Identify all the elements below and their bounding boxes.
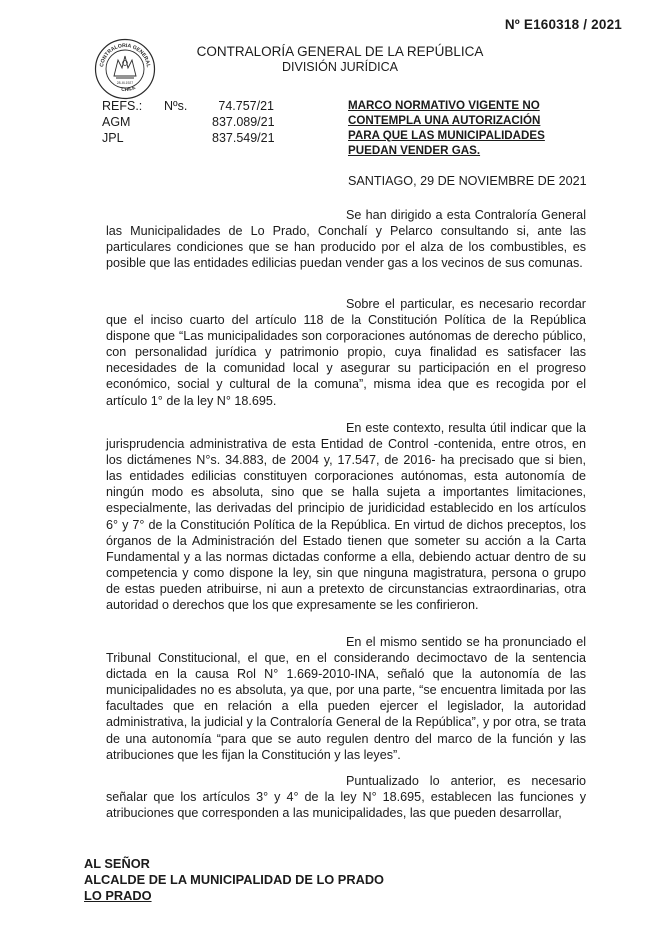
ref-row bbox=[102, 130, 274, 146]
document-number: Nº E160318 / 2021 bbox=[504, 17, 622, 32]
paragraph-text: Se han dirigido a esta Contraloría General las Municipalidades de Lo Prado, Conchalí y Pelarco consultando si, ante las particulares condiciones que se han producido por el alza de los combustibles, es posible que las entidades edilicias puedan vender gas a los vecinos de sus comunas. bbox=[106, 208, 586, 271]
addressee-block bbox=[84, 856, 384, 904]
ref-num-label bbox=[164, 114, 212, 130]
seal-date-text: 28-III-1927 bbox=[116, 81, 134, 85]
subject-line: PUEDAN VENDER GAS. bbox=[348, 144, 481, 157]
addressee-title: ALCALDE DE LA MUNICIPALIDAD DE LO PRADO bbox=[84, 872, 385, 887]
ref-value: 837.549/21 bbox=[212, 131, 275, 145]
seal-ring-text: CONTRALORIA GENERAL bbox=[99, 42, 151, 68]
paragraph-text: Sobre el particular, es necesario recordar que el inciso cuarto del artículo 118 de la Constitución Política de la República dispone que “Las municipalidades son corporaciones autónomas de derecho público, con personalidad jurídica y patrimonio propio, cuya finalidad es satisfacer las necesidades de la comunidad local y asegurar su participación en el progreso económico, social y cultural de la comuna”, misma idea que es recogida por el artículo 1° de la ley N° 18.695. bbox=[106, 297, 586, 408]
contraloria-seal-icon bbox=[94, 38, 156, 100]
references-block bbox=[102, 98, 274, 146]
subject-line: CONTEMPLA UNA AUTORIZACIÓN bbox=[348, 114, 541, 127]
addressee-city: LO PRADO bbox=[84, 888, 152, 903]
seal-country-text: CHILE bbox=[120, 84, 137, 94]
paragraph-text: En este contexto, resulta útil indicar que la jurisprudencia administrativa de esta Entidad de Control -contenida, entre otros, en los dictámenes N°s. 34.883, de 2004 y, 17.547, de 2016- ha precisado que si bien, las entidades edilicias constituyen corporaciones autónomas, esta autonomía de ningún modo es absoluta, sino que se halla sujeta a importantes limitaciones, especialmente, las derivadas del principio de juridicidad establecido en los artículos 6° y 7° de la Constitución Política de la República. En virtud de dichos preceptos, los órganos de la Administración del Estado tienen que someter su acción a la Carta Fundamental y a las normas dictadas conforme a ella, debiendo actuar dentro de su competencia y como dispone la ley, sin que ninguna magistratura, persona o grupo de estas pueden atribuirse, ni aun a pretexto de circunstancias extraordinarias, otra autoridad o derechos que los que expresamente se les confirieron. bbox=[106, 421, 586, 613]
ref-key: REFS.: bbox=[102, 99, 143, 113]
body-paragraph bbox=[106, 773, 586, 821]
paragraph-text: En el mismo sentido se ha pronunciado el Tribunal Constitucional, el que, en el considerando decimoctavo de la sentencia dictada en la causa Rol N° 1.669-2010-INA, señaló que la autonomía de las municipalidades no es absoluta, ya que, por una parte, “se encuentra limitada por las facultades que en relación a ella pueden ejercer el legislador, la autoridad administrativa, la judicial y la Contraloría General de la República”, y por otra, se trata de una autonomía “para que se auto regulen dentro del marco de la función y las atribuciones que les fijan la Constitución y las leyes”. bbox=[106, 635, 586, 762]
date-line: SANTIAGO, 29 DE NOVIEMBRE DE 2021 bbox=[348, 174, 587, 188]
division-name: DIVISIÓN JURÍDICA bbox=[282, 60, 398, 74]
ref-value: 837.089/21 bbox=[212, 115, 275, 129]
subject-line: PARA QUE LAS MUNICIPALIDADES bbox=[348, 129, 545, 142]
body-paragraph bbox=[106, 420, 586, 613]
body-paragraph bbox=[106, 207, 586, 271]
body-paragraph bbox=[106, 634, 586, 763]
subject-heading bbox=[348, 98, 568, 158]
subject-line: MARCO NORMATIVO VIGENTE NO bbox=[348, 99, 540, 112]
ref-num-label: Nºs. bbox=[164, 99, 188, 113]
org-name: CONTRALORÍA GENERAL DE LA REPÚBLICA bbox=[196, 44, 484, 59]
body-paragraph bbox=[106, 296, 586, 409]
ref-num-label bbox=[164, 130, 212, 146]
ref-key: JPL bbox=[102, 131, 124, 145]
ref-row bbox=[102, 98, 274, 114]
ref-key: AGM bbox=[102, 115, 131, 129]
paragraph-text: Puntualizado lo anterior, es necesario señalar que los artículos 3° y 4° de la ley N° 18.695, establecen las funciones y atribuciones que corresponden a las municipalidades, las que pueden desarrollar, bbox=[106, 774, 586, 821]
addressee-salutation: AL SEÑOR bbox=[84, 856, 150, 871]
ref-row bbox=[102, 114, 274, 130]
ref-value: 74.757/21 bbox=[218, 99, 274, 113]
